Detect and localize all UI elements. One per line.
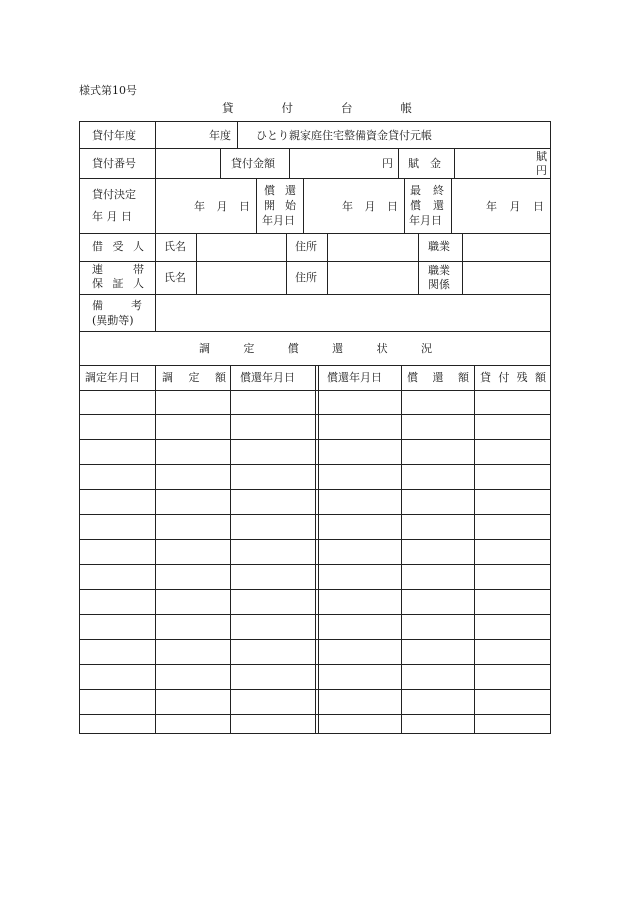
char: 調 [199,342,210,355]
loan-amount-field[interactable] [290,149,380,178]
decision-date-label: 年 月 日 [92,210,132,223]
guarantor-label-1 [92,264,144,275]
remarks-field[interactable] [156,295,550,331]
title-char: 台 [341,101,353,115]
loan-amount-label: 貸付金額 [231,157,275,170]
day-char: 日 [533,200,544,213]
guarantor-name-field[interactable] [197,262,286,294]
borrower-occupation-label: 職業 [428,240,450,253]
col-rule [401,365,402,733]
char: 況 [420,342,432,355]
remarks-label [92,300,142,311]
status-heading [199,343,432,354]
char: 還 [433,199,444,212]
loan-year-label: 貸付年度 [92,129,136,142]
char: 償 [410,199,421,212]
title-char: 帳 [400,101,412,115]
char: 終 [433,184,444,197]
char: 始 [285,199,296,212]
header-assessment-date: 調定年月日 [85,371,140,384]
char: 貸 [480,371,491,384]
year-char: 年 [342,200,353,213]
year-suffix: 年度 [209,129,231,142]
title-char: 貸 [222,101,234,115]
day-char: 日 [239,200,250,213]
col-rule [155,365,156,733]
col-rule [220,148,221,178]
char: 調 [162,371,173,384]
char: 証 [112,277,124,290]
char: 額 [215,371,226,384]
guarantor-occupation-field[interactable] [463,262,550,294]
loan-number-label: 貸付番号 [92,157,136,170]
char: 受 [112,240,124,253]
char: 考 [131,299,142,312]
page-title [222,100,412,116]
rule-row6 [80,331,550,332]
month-char: 月 [364,200,376,213]
fukin-unit-bottom: 円 [536,164,547,177]
col-rule [286,233,287,294]
borrower-label [92,241,144,252]
final-repay-label-3: 年月日 [409,214,442,227]
header-assessment-amount [162,372,226,383]
col-rule [303,178,304,233]
char: 定 [188,371,200,384]
borrower-address-label: 住所 [295,240,317,253]
char: 保 [92,277,103,290]
char: 人 [133,240,144,253]
title-char: 付 [281,101,293,115]
repay-start-label-2 [264,200,296,211]
col-rule [474,365,475,733]
char: 付 [498,371,510,384]
borrower-occupation-field[interactable] [463,234,550,261]
header-repayment-date-2: 償還年月日 [327,371,382,384]
repay-start-date-field [342,201,398,212]
col-rule [230,365,231,733]
col-rule [398,148,399,178]
final-repay-label-2 [410,200,444,211]
guarantor-name-label: 氏名 [164,271,186,284]
year-char: 年 [486,200,497,213]
char: 人 [133,277,144,290]
char: 最 [410,184,421,197]
char: 残 [516,371,528,384]
guarantor-label-2 [92,278,144,289]
fukin-unit-top: 賦 [536,150,547,163]
col-rule [155,233,156,294]
decision-date-field [194,201,250,212]
col-rule [155,178,156,233]
fund-name: ひとり親家庭住宅整備資金貸付元帳 [256,129,432,142]
repay-start-label-1 [264,185,296,196]
borrower-name-label: 氏名 [164,240,186,253]
header-loan-balance [480,372,546,383]
decision-label: 貸付決定 [92,188,136,201]
month-char: 月 [509,200,521,213]
col-rule [404,178,405,233]
char: 開 [264,199,275,212]
month-char: 月 [216,200,228,213]
form-number: 様式第10号 [79,84,137,97]
loan-number-field[interactable] [156,149,220,178]
borrower-name-field[interactable] [197,234,286,261]
final-repay-date-field [486,201,544,212]
yen-unit: 円 [382,157,393,170]
col-rule-double [315,365,319,733]
remarks-sub-label: (異動等) [92,314,134,327]
guarantor-address-label: 住所 [295,271,317,284]
char: 還 [432,371,444,384]
col-rule [451,178,452,233]
char: 還 [332,342,344,355]
year-char: 年 [194,200,205,213]
char: 連 [92,263,103,276]
char: 帯 [133,263,144,276]
char: 償 [264,184,275,197]
guarantor-relation-label: 関係 [428,278,450,291]
guarantor-occupation-label: 職業 [428,264,450,277]
loan-ledger-table [79,121,551,734]
header-repayment-date-1: 償還年月日 [240,371,295,384]
repay-start-label-3: 年月日 [262,214,295,227]
col-rule [418,233,419,294]
col-rule [237,122,238,148]
fukin-label: 賦 金 [408,157,441,170]
char: 状 [376,342,388,355]
char: 還 [285,184,296,197]
header-repayment-amount [407,372,469,383]
col-rule [256,178,257,233]
loan-year-field[interactable] [156,123,208,148]
char: 額 [458,371,469,384]
char: 備 [92,299,103,312]
final-repay-label-1 [410,185,444,196]
char: 額 [534,371,546,384]
col-rule [454,148,455,178]
char: 定 [243,342,255,355]
char: 償 [407,371,418,384]
rule-row2 [80,178,550,179]
char: 償 [287,342,299,355]
guarantor-address-field[interactable] [328,262,418,294]
char: 借 [92,240,103,253]
day-char: 日 [387,200,398,213]
borrower-address-field[interactable] [328,234,418,261]
